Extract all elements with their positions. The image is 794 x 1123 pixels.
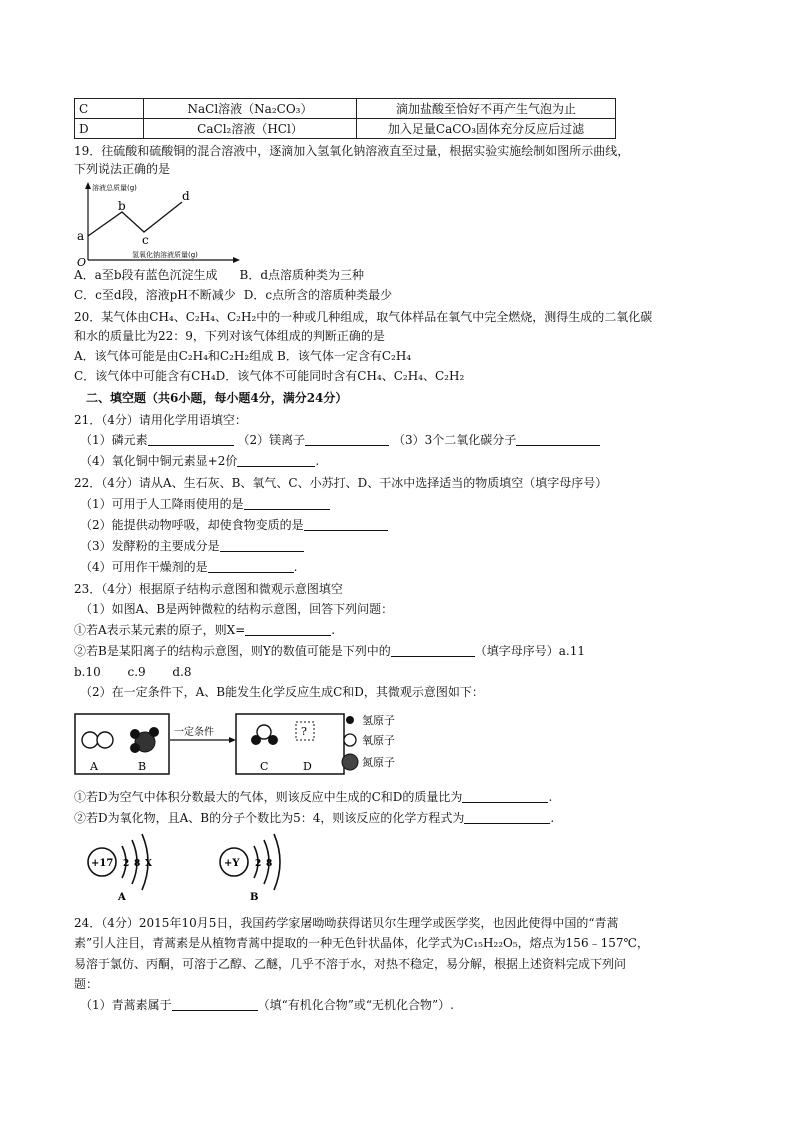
label-b: B xyxy=(138,760,147,773)
table-row xyxy=(75,99,616,119)
legend-nitrogen-icon xyxy=(342,754,358,770)
answer-blank[interactable] xyxy=(208,559,294,573)
q21-end: . xyxy=(315,454,320,468)
label-d: D xyxy=(303,760,312,773)
q19-option-b: B．d点溶质种类为三种 xyxy=(239,268,365,282)
q23-item-3-end: . xyxy=(548,790,553,804)
atom-b-shell-2: 8 xyxy=(266,859,273,869)
q23-item-1-end: . xyxy=(331,623,336,637)
q19-option-c: C．c至d段，溶液pH不断减少 xyxy=(74,288,236,302)
table-cell-option: C xyxy=(75,99,144,119)
atom-b-label: B xyxy=(250,892,259,902)
answer-blank[interactable] xyxy=(516,432,600,446)
label-c: C xyxy=(260,760,269,773)
q19-options-cd xyxy=(74,286,392,304)
graph-point-a: a xyxy=(77,229,85,243)
answer-blank[interactable] xyxy=(148,432,234,446)
answer-blank[interactable] xyxy=(305,432,389,446)
legend-hydrogen-icon xyxy=(346,716,354,724)
q19-stem-1: 19．往硫酸和硫酸铜的混合溶液中，逐滴加入氢氧化钠溶液直至过量，根据实验实施绘制如图所示曲线， xyxy=(74,144,630,158)
options-table xyxy=(74,98,616,139)
q24-part-1 xyxy=(80,996,454,1014)
answer-blank[interactable] xyxy=(245,622,331,636)
answer-blank[interactable] xyxy=(237,453,315,467)
q23-item-2-tail: （填字母序号）a.11 xyxy=(474,644,585,658)
table-row xyxy=(75,119,616,139)
q23-options: b.10 c.9 d.8 xyxy=(74,665,192,679)
table-cell-substance: CaCl₂溶液（HCl） xyxy=(144,119,357,139)
q23-part-2: （2）在一定条件下，A、B能发生化学反应生成C和D，其微观示意图如下： xyxy=(80,685,484,699)
q22-line-3 xyxy=(80,537,304,555)
q23-item-2-text: ②若B是某阳离子的结构示意图，则Y的数值可能是下列中的 xyxy=(74,644,391,658)
q21-part-4: （4）氧化铜中铜元素显+2价 xyxy=(80,454,238,468)
q19-options-ab xyxy=(74,266,364,284)
q20-options-cd: C．该气体中可能含有CH₄D．该气体不可能同时含有CH₄、C₂H₄、C₂H₂ xyxy=(74,369,465,383)
q22-part-1: （1）可用于人工降雨使用的是 xyxy=(80,497,244,511)
q24-line-4: 题： xyxy=(74,977,99,991)
q22-line-4 xyxy=(80,558,297,576)
reaction-arrowhead xyxy=(229,737,236,743)
q19-option-d: D．c点所含的溶质种类最少 xyxy=(243,288,393,302)
q23-item-4 xyxy=(74,809,554,827)
legend-oxygen-label: 氧原子 xyxy=(362,734,395,747)
q24-part-1-text: （1）青蒿素属于 xyxy=(80,998,172,1012)
atom-a-shell-2: 8 xyxy=(134,859,141,869)
product-box xyxy=(236,714,344,774)
graph-point-b: b xyxy=(118,199,126,213)
oxygen-atom xyxy=(97,732,113,748)
atom-a xyxy=(88,834,152,902)
unknown-molecule: ? xyxy=(301,725,307,738)
atom-a-shell-3: X xyxy=(145,859,152,869)
legend-hydrogen-label: 氢原子 xyxy=(362,714,395,727)
q22-part-3: （3）发酵粉的主要成分是 xyxy=(80,539,220,553)
section-heading: 二、填空题（共6小题，每小题4分，满分24分） xyxy=(86,391,348,405)
q20-options-ab: A．该气体可能是由C₂H₄和C₂H₂组成 B．该气体一定含有C₂H₄ xyxy=(74,349,412,363)
atom-a-charge: +17 xyxy=(91,858,114,869)
answer-blank[interactable] xyxy=(464,810,550,824)
q22-end: . xyxy=(293,560,298,574)
q21-stem: 21．（4分）请用化学用语填空： xyxy=(74,413,247,427)
table-cell-method: 加入足量CaCO₃固体充分反应后过滤 xyxy=(357,119,616,139)
q22-stem: 22．（4分）请从A、生石灰、B、氧气、C、小苏打、D、干冰中选择适当的物质填空（填字母序号） xyxy=(74,476,608,490)
table-cell-method: 滴加盐酸至恰好不再产生气泡为止 xyxy=(357,99,616,119)
answer-blank[interactable] xyxy=(304,517,388,531)
hydrogen-atom xyxy=(149,727,159,737)
q19-stem-2: 下列说法正确的是 xyxy=(74,162,171,176)
legend-nitrogen-label: 氮原子 xyxy=(362,756,395,769)
atom-a-shell-1: 2 xyxy=(123,859,130,869)
hydrogen-atom xyxy=(130,729,140,739)
atom-a-label: A xyxy=(118,892,126,902)
q23-part-1: （1）如图A、B是两钟微粒的结构示意图，回答下列问题： xyxy=(80,602,394,616)
q21-line-1 xyxy=(80,431,600,449)
graph-x-arrow xyxy=(233,257,240,263)
hydrogen-atom xyxy=(130,743,140,753)
q21-part-3: （3）3个二氧化碳分子 xyxy=(392,433,517,447)
atom-b-shell-1: 2 xyxy=(255,859,262,869)
q23-item-1 xyxy=(74,621,335,639)
q23-item-3 xyxy=(74,788,552,806)
q24-line-3: 易溶于氯仿、丙酮，可溶于乙醇、乙醚，几乎不溶于水，对热不稳定，易分解，根据上述资料完成下列问 xyxy=(74,957,627,971)
q22-line-2 xyxy=(80,516,388,534)
graph-point-c: c xyxy=(142,233,149,247)
q19-option-a: A．a至b段有蓝色沉淀生成 xyxy=(74,268,218,282)
q21-part-2: （2）镁离子 xyxy=(237,433,306,447)
answer-blank[interactable] xyxy=(462,789,548,803)
graph-ylabel: 溶液总质量(g) xyxy=(92,184,137,192)
q22-part-4: （4）可用作干燥剂的是 xyxy=(80,560,208,574)
graph-xlabel: 氢氧化钠溶液质量(g) xyxy=(132,251,198,259)
table-cell-substance: NaCl溶液（Na₂CO₃） xyxy=(144,99,357,119)
atom-structure-diagrams xyxy=(74,832,324,902)
graph-origin: O xyxy=(77,256,87,268)
graph-curve xyxy=(88,202,182,236)
q23-item-2 xyxy=(74,642,585,660)
q20-stem-1: 20．某气体由CH₄、C₂H₄、C₂H₂中的一种或几种组成，取气体样品在氧气中完全燃烧，测得生成的二氧化碳 xyxy=(74,310,653,324)
q23-item-3-text: ①若D为空气中体积分数最大的气体，则该反应中生成的C和D的质量比为 xyxy=(74,790,463,804)
oxygen-atom xyxy=(82,732,98,748)
q23-item-1-text: ①若A表示某元素的原子，则X= xyxy=(74,623,246,637)
answer-blank[interactable] xyxy=(220,538,304,552)
q24-part-1-tail: （填“有机化合物”或“无机化合物”）. xyxy=(257,998,454,1012)
q21-line-2 xyxy=(80,452,319,470)
q24-line-2: 素”引人注目，青蒿素是从植物青蒿中提取的一种无色针状晶体，化学式为C₁₅H₂₂O₅，熔点为156﹣157℃， xyxy=(74,936,649,950)
hydrogen-atom xyxy=(251,735,261,745)
electron-shell xyxy=(274,834,280,890)
q21-part-1: （1）磷元素 xyxy=(80,433,148,447)
graph-y-arrow xyxy=(85,182,91,189)
hydrogen-atom xyxy=(268,735,278,745)
q22-line-1 xyxy=(80,495,330,513)
answer-blank[interactable] xyxy=(172,997,258,1011)
graph-point-d: d xyxy=(182,189,190,203)
atom-b-charge: +Y xyxy=(224,858,240,869)
legend-oxygen-icon xyxy=(344,734,356,746)
q23-micro-diagram xyxy=(74,710,640,776)
q24-line-1: 24．（4分）2015年10月5日，我国药学家屠呦呦获得诺贝尔生理学或医学奖，也因此使得中国的“青蒿 xyxy=(74,916,619,930)
q23-item-4-text: ②若D为氧化物，且A、B的分子个数比为5：4，则该反应的化学方程式为 xyxy=(74,811,465,825)
atom-b xyxy=(220,834,280,902)
q20-stem-2: 和水的质量比为22：9，下列对该气体组成的判断正确的是 xyxy=(74,329,385,343)
q22-part-2: （2）能提供动物呼吸，却使食物变质的是 xyxy=(80,518,304,532)
q23-item-4-end: . xyxy=(550,811,555,825)
label-a: A xyxy=(90,760,98,773)
reaction-condition: 一定条件 xyxy=(174,727,214,738)
answer-blank[interactable] xyxy=(391,643,475,657)
answer-blank[interactable] xyxy=(244,496,330,510)
table-cell-option: D xyxy=(75,119,144,139)
q23-stem: 23．（4分）根据原子结构示意图和微观示意图填空 xyxy=(74,582,343,596)
q19-graph xyxy=(74,180,244,268)
